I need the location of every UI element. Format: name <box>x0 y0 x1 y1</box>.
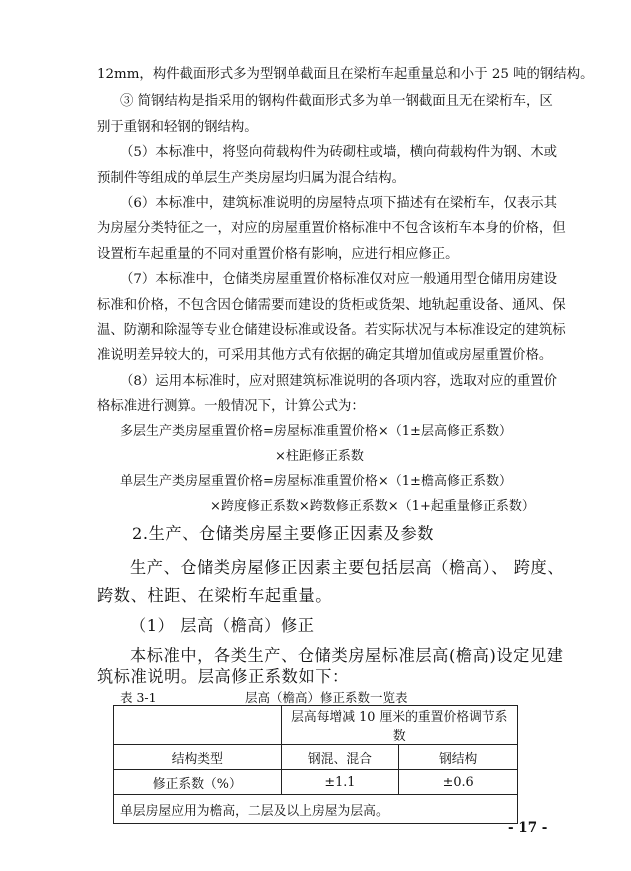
paragraph-line: （5）本标准中，将竖向荷载构件为砖砌柱或墙，横向荷载构件为钢、木或 <box>120 145 558 160</box>
paragraph-line: 生产、仓储类房屋修正因素主要包括层高（檐高）、 跨度、 <box>130 558 565 577</box>
paragraph-line: 标准和价格，不包含因仓储需要而建设的货柜或货架、地轨起重设备、通风、保 <box>97 298 566 313</box>
table-title: 层高（檐高）修正系数一览表 <box>245 690 408 705</box>
table-column-header: 钢结构 <box>399 745 518 770</box>
table-number: 表 3-1 <box>120 690 157 705</box>
page-number: - 17 - <box>508 820 548 836</box>
table-column-header: 钢混、混合 <box>281 745 399 770</box>
table-row-label: 修正系数（%） <box>114 770 282 795</box>
paragraph-line: 12mm，构件截面形式多为型钢单截面且在梁桁车起重量总和小于 25 吨的钢结构。 <box>97 67 594 82</box>
table-cell <box>114 706 282 745</box>
paragraph-line: 预制件等组成的单层生产类房屋均归属为混合结构。 <box>97 171 405 186</box>
section-heading: 2.生产、仓储类房屋主要修正因素及参数 <box>132 524 435 543</box>
paragraph-line: 准说明差异较大的，可采用其他方式有依据的确定其增加值或房屋重置价格。 <box>97 348 553 363</box>
paragraph-line: 别于重钢和轻钢的钢结构。 <box>97 120 258 135</box>
coefficient-table <box>113 705 518 824</box>
paragraph-line: 跨数、柱距、在梁桁车起重量。 <box>97 586 333 605</box>
table-row <box>114 706 518 745</box>
subsection-heading: （1） 层高（檐高）修正 <box>130 616 315 635</box>
table-cell: ±1.1 <box>281 770 399 795</box>
paragraph-line: （6）本标准中，建筑标准说明的房屋特点项下描述有在梁桁车，仅表示其 <box>120 196 558 211</box>
paragraph-line: 温、防潮和除湿等专业仓储建设标准或设备。若实际状况与本标准设定的建筑标 <box>97 323 566 338</box>
formula-line: ×柱距修正系数 <box>275 449 364 464</box>
table-note: 单层房屋应用为檐高，二层及以上房屋为层高。 <box>114 795 518 824</box>
table-row <box>114 745 518 770</box>
paragraph-line: ③ 简钢结构是指采用的钢构件截面形式多为单一钢截面且无在梁桁车，区 <box>120 94 553 109</box>
table-row-header: 结构类型 <box>114 745 282 770</box>
paragraph-line: 为房屋分类特征之一，对应的房屋重置价格标准中不包含该桁车本身的价格，但 <box>97 221 566 236</box>
formula-line: 多层生产类房屋重置价格=房屋标准重置价格×（1±层高修正系数） <box>120 424 512 439</box>
paragraph-line: （8）运用本标准时，应对照建筑标准说明的各项内容，选取对应的重置价 <box>120 374 558 389</box>
paragraph-line: 本标准中，各类生产、仓储类房屋标准层高(檐高)设定见建 <box>130 646 564 665</box>
paragraph-line: 设置桁车起重量的不同对重置价格有影响，应进行相应修正。 <box>97 247 459 262</box>
formula-line: ×跨度修正系数×跨数修正系数×（1+起重量修正系数） <box>210 499 535 514</box>
table-row <box>114 770 518 795</box>
paragraph-line: 筑标准说明。层高修正系数如下： <box>97 667 349 686</box>
table-row <box>114 795 518 824</box>
table-group-header: 层高每增减 10 厘米的重置价格调节系数 <box>281 706 517 745</box>
paragraph-line: 格标准进行测算。一般情况下，计算公式为： <box>97 399 365 414</box>
paragraph-line: （7）本标准中，仓储类房屋重置价格标准仅对应一般通用型仓储用房建设 <box>120 272 558 287</box>
formula-line: 单层生产类房屋重置价格=房屋标准重置价格×（1±檐高修正系数） <box>120 474 512 489</box>
table-cell: ±0.6 <box>399 770 518 795</box>
